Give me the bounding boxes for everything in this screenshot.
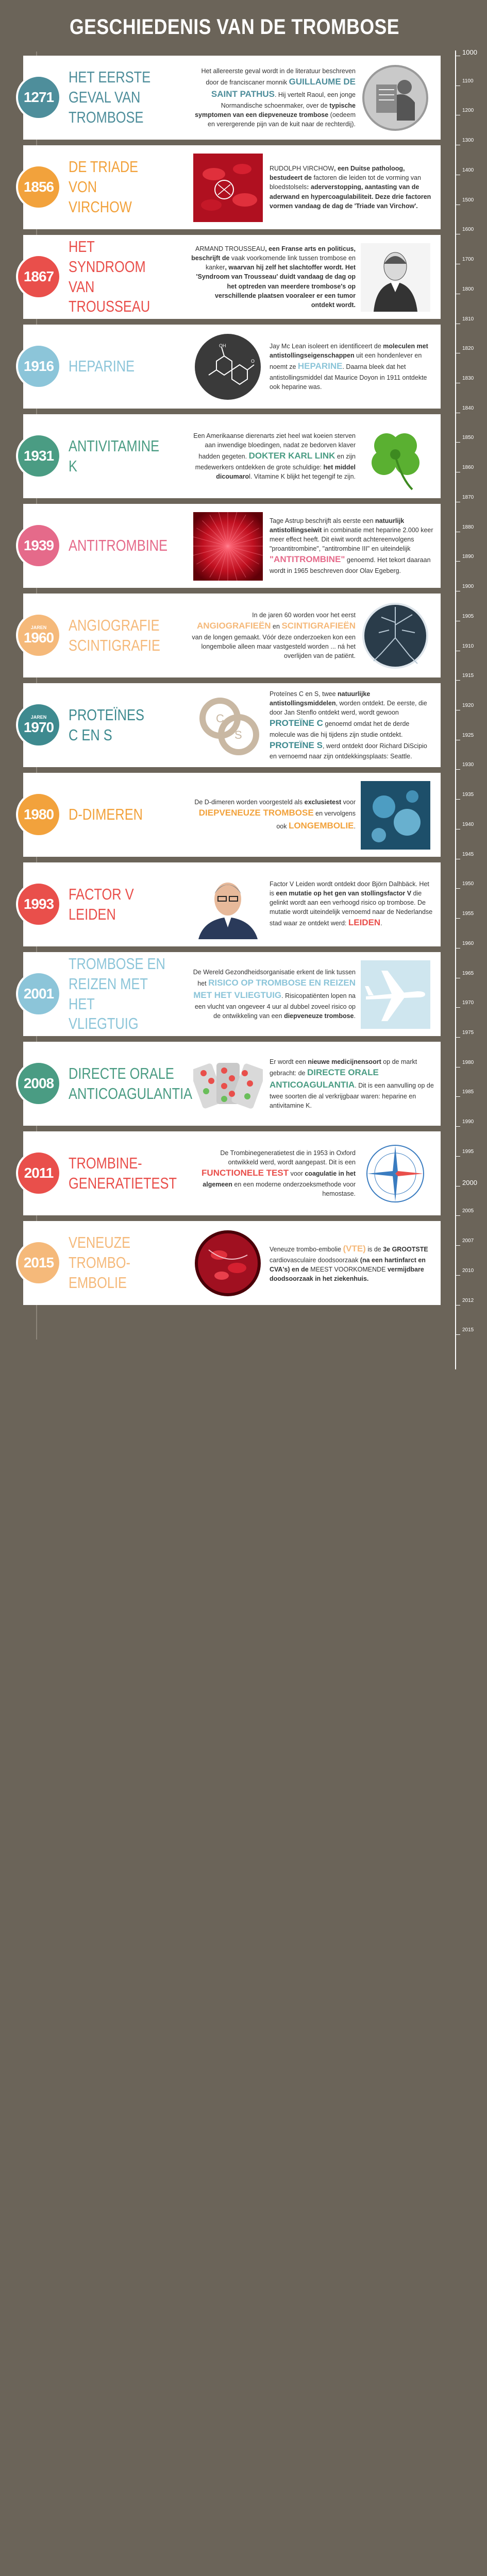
year-badge — [16, 613, 61, 658]
year-badge-value: 1970 — [23, 719, 54, 735]
description-text: is de — [365, 1245, 383, 1253]
entry-title — [69, 952, 187, 1036]
entry-description — [270, 1042, 434, 1126]
timeline-entry-1980 — [23, 773, 441, 857]
entry-title — [69, 504, 187, 588]
description-text: RUDOLPH VIRCHOW — [270, 165, 334, 173]
entry-title — [69, 56, 187, 140]
entry-title-text: FACTOR V LEIDEN — [69, 885, 134, 923]
timeline-tick — [456, 799, 460, 800]
description-text: . Dit is een aanvulling op de twee soorten die al verkrijgbaar waren: heparine en antivitamine K. — [270, 1082, 434, 1110]
timeline-tick-label: 2010 — [462, 1267, 474, 1274]
timeline-tick — [456, 1007, 460, 1008]
description-text: en zijn medewerkers ontdekken de grote schuldige: — [195, 453, 356, 471]
description-highlight: GUILLAUME DE SAINT PATHUS — [211, 76, 356, 99]
monk-manuscript-image — [361, 64, 430, 132]
timeline-tick-label: 1700 — [462, 257, 474, 263]
entry-title-text: DIRECTE ORALE ANTICOAGULANTIA — [69, 1064, 193, 1103]
entry-title — [69, 862, 187, 946]
timeline-tick-label: 1800 — [462, 286, 474, 292]
svg-text:O: O — [251, 359, 255, 364]
description-highlight: : aderverstopping, aantasting van de aderwand en hypercoagulabiliteit. Deze drie factoren vormen vandaag de dag de 'Triade van Virchow'. — [270, 183, 431, 210]
timeline-tick — [456, 1096, 460, 1097]
timeline-tick-label: 1870 — [462, 494, 474, 500]
timeline-entry-1939 — [23, 504, 441, 588]
description-highlight: natuurlijk antistollingseiwit — [270, 517, 405, 534]
description-text: Factor V Leiden wordt ontdekt door Björn Dalhbäck. Het is — [270, 880, 429, 897]
entry-title-text: PROTEÏNES C EN S — [69, 705, 144, 744]
timeline-entry-1867 — [23, 235, 441, 319]
timeline-tick-label: 1930 — [462, 762, 474, 768]
description-highlight: , een Franse arts en politicus, beschrijft de — [191, 245, 356, 262]
description-highlight: nieuwe medicijnensoort — [308, 1058, 381, 1065]
entry-title — [69, 235, 187, 319]
timeline-tick-label: 1900 — [462, 584, 474, 590]
description-highlight: ANGIOGRAFIEËN — [197, 621, 271, 631]
description-text: op de markt gebracht: de — [270, 1058, 417, 1077]
entry-description — [191, 414, 356, 498]
description-text: van de longen gemaakt. Vóór deze onderzoeken kon een longembolie alleen maar vastgesteld worden ... ná het overlijden van de patiënt. — [192, 633, 356, 659]
year-badge-value: 1867 — [23, 268, 54, 284]
entry-title-text: HEPARINE — [69, 357, 135, 376]
year-badge-value: 1980 — [23, 806, 54, 822]
timeline-tick-label: 1970 — [462, 1000, 474, 1006]
entry-description — [270, 325, 434, 409]
entry-description-text — [191, 1148, 356, 1198]
year-badge — [16, 1150, 61, 1196]
description-text: en — [271, 623, 282, 631]
footer — [0, 1360, 487, 1426]
c-s-letters-icon — [193, 691, 263, 760]
year-badge — [16, 523, 61, 568]
timeline-tick-label: 1300 — [462, 138, 474, 144]
timeline-tick-label: 1600 — [462, 227, 474, 233]
timeline-tick-label: 1890 — [462, 554, 474, 560]
timeline-entry-2001 — [23, 952, 441, 1036]
description-highlight: diepveneuze trombose — [284, 1012, 354, 1020]
timeline-tick — [456, 1215, 460, 1216]
timeline-tick — [456, 1305, 460, 1306]
year-badge-value: 1939 — [23, 537, 54, 553]
year-badge-value: 1993 — [23, 896, 54, 912]
timeline-tick-label: 1100 — [462, 78, 474, 84]
timeline-entry-2011 — [23, 1131, 441, 1215]
description-highlight: moleculen met antistollingseigenschappen — [270, 342, 428, 360]
timeline-tick-label: 2000 — [462, 1178, 477, 1187]
year-badge — [16, 702, 61, 748]
svg-text:OH: OH — [219, 343, 226, 348]
cells-image — [361, 781, 430, 850]
timeline-tick-label: 1980 — [462, 1059, 474, 1065]
entry-title-text: ANTIVITAMINE K — [69, 436, 160, 475]
entry-description-text — [270, 342, 434, 392]
timeline-entry-1916 — [23, 325, 441, 409]
description-text: ARMAND TROUSSEAU — [195, 245, 265, 253]
entry-title-text: D-DIMEREN — [69, 805, 143, 824]
timeline-tick — [456, 1126, 460, 1127]
description-highlight: , een Duitse patholoog, bestudeert de — [270, 165, 405, 182]
entry-title-text: TROMBINE- GENERATIETEST — [69, 1154, 177, 1192]
description-text: . — [354, 1012, 356, 1020]
description-text: De Wereld Gezondheidsorganisatie erkent de link tussen het — [193, 968, 356, 987]
entry-description — [191, 56, 356, 140]
timeline-tick-label: 1985 — [462, 1089, 474, 1095]
timeline-tick-label: 1935 — [462, 792, 474, 798]
description-text: . Risicopatiënten lopen na een vlucht van ongeveer 4 uur al dubbel zoveel risico op de ontwikkeling van een — [194, 992, 356, 1020]
description-highlight: FUNCTIONELE TEST — [201, 1168, 289, 1178]
description-highlight: (na een hartinfarct en CVA's) en de — [270, 1256, 426, 1273]
description-highlight: DIRECTE ORALE ANTICOAGULANTIA — [270, 1067, 379, 1090]
entry-description-text — [270, 1057, 434, 1111]
description-highlight: PROTEÏNE S — [270, 740, 323, 750]
description-highlight: LEIDEN — [348, 918, 381, 928]
year-badge — [16, 971, 61, 1016]
entry-title-text: HET SYNDROOM VAN TROUSSEAU — [69, 238, 150, 316]
year-badge-value: 1856 — [23, 179, 54, 195]
description-highlight: PROTEÏNE C — [270, 718, 323, 728]
timeline-tick-label: 1915 — [462, 673, 474, 679]
entry-description — [270, 683, 434, 767]
year-badge-value: 1960 — [23, 630, 54, 646]
timeline-tick-label: 1905 — [462, 613, 474, 619]
entry-description-text — [191, 611, 356, 660]
compass-icon — [361, 1140, 430, 1208]
timeline-tick-label: 1955 — [462, 911, 474, 917]
entry-description-text — [270, 689, 434, 761]
description-text: en een moderne onderzoeksmethode voor hemostase. — [232, 1180, 356, 1197]
svg-text:C: C — [216, 712, 224, 725]
entry-description — [191, 235, 356, 319]
description-highlight: HEPARINE — [297, 361, 343, 371]
entry-description-text — [191, 798, 356, 832]
timeline-tick-label: 1830 — [462, 376, 474, 381]
timeline-tick-label: 1500 — [462, 197, 474, 203]
description-highlight: DIEPVENEUZE TROMBOSE — [198, 807, 314, 818]
description-text: l. Vitamine K blijkt het tegengif te zijn. — [249, 472, 356, 480]
airplane-icon — [361, 960, 430, 1029]
entry-description-text — [270, 164, 434, 211]
year-badge-value: 2011 — [24, 1165, 54, 1181]
entry-title-text: TROMBOSE EN REIZEN MET HET VLIEGTUIG — [69, 955, 165, 1033]
timeline-entry-1856 — [23, 145, 441, 229]
description-text: cardiovasculaire doodsoorzaak — [270, 1256, 359, 1264]
timeline-tick — [456, 769, 460, 770]
entry-title-text: HET EERSTE GEVAL VAN TROMBOSE — [69, 68, 151, 126]
timeline-tick-label: 1810 — [462, 316, 474, 322]
timeline-tick — [456, 1186, 460, 1187]
year-badge — [16, 254, 61, 299]
description-highlight: exclusietest — [304, 798, 342, 806]
timeline-tick — [456, 1275, 460, 1276]
timeline-tick-label: 1910 — [462, 643, 474, 649]
entry-description-text — [191, 431, 356, 481]
description-text: (oedeem en verergerende pijn van de kuit naar de rechterdij). — [208, 111, 356, 128]
description-text: voor — [341, 798, 356, 806]
year-badge — [16, 344, 61, 389]
year-badge-value: 1931 — [23, 448, 54, 464]
timeline-tick — [456, 1037, 460, 1038]
description-text: voor — [289, 1170, 305, 1178]
year-badge-value: 2015 — [23, 1255, 54, 1270]
description-text: . — [354, 822, 356, 830]
description-highlight: RISICO OP TROMBOSE EN REIZEN MET HET VLIEGTUIG — [193, 977, 356, 1001]
timeline-tick-label: 1950 — [462, 881, 474, 887]
description-highlight: 3e GROOTSTE — [383, 1245, 428, 1253]
description-text: vaak voorkomende link tussen trombose en kanker — [205, 255, 356, 272]
timeline-tick-label: 2012 — [462, 1297, 474, 1303]
entry-title-text: ANTITROMBINE — [69, 536, 168, 555]
description-highlight: coagulatie in het algemeen — [203, 1170, 356, 1188]
description-text: MEEST VOORKOMENDE — [310, 1265, 386, 1273]
entry-description — [191, 952, 356, 1036]
year-badge — [16, 882, 61, 927]
year-badge — [16, 792, 61, 837]
entry-description — [270, 862, 434, 946]
timeline-tick-label: 1990 — [462, 1119, 474, 1125]
timeline-tick-label: 1000 — [462, 48, 477, 56]
description-highlight: typische symptomen van een diepveneuze trombose — [195, 102, 356, 119]
timeline-tick-label: 2005 — [462, 1208, 474, 1214]
entry-title — [69, 414, 187, 498]
year-badge-value: 1916 — [23, 358, 54, 374]
blood-clot-image — [193, 1229, 263, 1298]
year-badge-prefix: JAREN — [30, 625, 47, 630]
description-text: De Trombinegeneratietest die in 1953 in Oxford ontwikkeld werd, wordt aangepast. Dit is een — [220, 1149, 356, 1166]
description-text: De D-dimeren worden voorgesteld als — [194, 798, 305, 806]
entry-description-text — [270, 1243, 434, 1283]
timeline-tick-label: 1860 — [462, 465, 474, 471]
description-text: factoren die leiden tot de vorming van bloedstolsels — [270, 174, 421, 191]
entry-title — [69, 1221, 187, 1305]
timeline-tick-label: 1960 — [462, 940, 474, 946]
timeline-tick-label: 1920 — [462, 703, 474, 708]
timeline-entry-1993 — [23, 862, 441, 946]
molecule-image — [193, 333, 263, 401]
description-text: Een Amerikaanse dierenarts ziet heel wat koeien sterven aan inwendige bloedingen, nadat ze bedorven klaver hadden gegeten. — [193, 432, 356, 461]
entry-title-text: ANGIOGRAFIE SCINTIGRAFIE — [69, 616, 160, 654]
description-text: en vervolgens ook — [276, 809, 356, 830]
timeline-tick-label: 1975 — [462, 1030, 474, 1036]
entry-title — [69, 683, 187, 767]
timeline-tick-label: 2015 — [462, 1327, 474, 1333]
year-badge — [16, 433, 61, 479]
description-highlight: natuurlijke antistollingsmiddelen — [270, 690, 371, 707]
entry-title — [69, 773, 187, 857]
year-badge-value: 1271 — [23, 89, 54, 105]
pills-image — [193, 1050, 263, 1118]
trousseau-portrait-image — [361, 243, 430, 312]
timeline-entry-2008 — [23, 1042, 441, 1126]
entry-title — [69, 1042, 193, 1126]
description-text: . — [380, 920, 382, 927]
timeline-entry-2015 — [23, 1221, 441, 1305]
description-highlight: , waarvan hij zelf het slachtoffer wordt. Het 'Syndroom van Trousseau' duidt vandaag de dag op het optreden van meerdere trombose's op verschillende plaatsen vooraleer er een tumor ontdekt wordt. — [196, 264, 356, 309]
entry-description — [270, 1221, 434, 1305]
year-badge-value: 2001 — [23, 986, 54, 1002]
entry-description-text — [191, 66, 356, 129]
blood-cells-image — [193, 154, 263, 222]
entry-title — [69, 145, 187, 229]
description-text: Jay Mc Lean isoleert en identificeert de — [270, 342, 383, 350]
year-badge — [16, 1061, 61, 1106]
lung-scan-image — [361, 602, 430, 670]
description-highlight: SCINTIGRAFIEËN — [281, 621, 356, 631]
description-text: Er wordt een — [270, 1058, 308, 1065]
timeline-tick — [456, 888, 460, 889]
timeline-entry-1271 — [23, 56, 441, 140]
year-badge-prefix: JAREN — [30, 715, 47, 720]
description-text: , worden ontdekt. De eerste, die door Jan Stenflo ontdekt werd, wordt gewoon — [270, 699, 427, 716]
description-text: uit een hondenlever en noemt ze — [270, 352, 422, 371]
timeline-tick-label: 1945 — [462, 851, 474, 857]
entry-description — [270, 145, 434, 229]
entry-description — [270, 504, 434, 588]
description-text: Veneuze trombo-embolie — [270, 1245, 343, 1253]
timeline-tick — [456, 1156, 460, 1157]
entry-title — [69, 325, 187, 409]
year-badge — [16, 1240, 61, 1285]
doctor-portrait-image — [193, 871, 263, 939]
entry-description — [191, 1131, 356, 1215]
year-badge-value: 2008 — [23, 1075, 54, 1091]
description-highlight: LONGEMBOLIE — [288, 820, 354, 831]
timeline-tick-label: 1840 — [462, 405, 474, 411]
page-title: GESCHIEDENIS VAN DE TROMBOSE — [69, 14, 400, 39]
entry-description — [191, 594, 356, 677]
description-highlight: "ANTITROMBINE" — [270, 554, 345, 565]
timeline-tick — [456, 1334, 460, 1335]
timeline-ticks — [456, 50, 487, 1369]
description-highlight: vermijdbare doodsoorzaak in het ziekenhuis. — [270, 1265, 424, 1282]
description-highlight: een mutatie op het gen van stollingsfactor V — [276, 890, 412, 897]
timeline-entry-1970 — [23, 683, 441, 767]
entry-title-text: DE TRIADE VON VIRCHOW — [69, 158, 139, 216]
timeline-tick-label: 2007 — [462, 1238, 474, 1244]
timeline-tick-label: 1925 — [462, 732, 474, 738]
timeline-tick-label: 1200 — [462, 108, 474, 114]
entry-description-text — [270, 516, 434, 575]
description-text: Het allereerste geval wordt in de literatuur beschreven door de franciscaner monnik — [201, 67, 356, 86]
description-text: In de jaren 60 worden voor het eerst — [252, 611, 356, 619]
timeline-tick-label: 1940 — [462, 821, 474, 827]
description-highlight: DOKTER KARL LINK — [248, 451, 335, 461]
description-text: Tage Astrup beschrijft als eerste een — [270, 517, 375, 524]
description-highlight: (VTE) — [343, 1243, 366, 1253]
timeline-tick — [456, 561, 460, 562]
description-text: , werd ontdekt door Richard DiScipio en vernoemd naar zijn ontdekkingsplaats: Seattle. — [270, 742, 427, 760]
entry-title — [69, 594, 187, 677]
description-text: Proteïnes C en S, twee — [270, 690, 338, 698]
description-text: . Hij vertelt Raoul, een jonge Normandische schoenmaker, over de — [221, 91, 356, 110]
clover-image — [361, 422, 430, 491]
timeline-entry-1960 — [23, 594, 441, 677]
timeline-tick — [456, 1245, 460, 1246]
timeline-tick — [456, 442, 460, 443]
description-text: in combinatie met heparine 2.000 keer meer effect heeft. Dit eiwit wordt achtereenvolgens "proantitrombine", "antitrombine III" en uiteindelijk — [270, 526, 433, 553]
timeline-tick — [456, 918, 460, 919]
year-badge — [16, 164, 61, 210]
description-text: . Daarna bleek dat het antistollingsmiddel dat Maurice Doyon in 1911 ontdekte ook heparine was. — [270, 363, 427, 391]
description-highlight: het middel dicoumaro — [216, 463, 356, 480]
description-text: genoemd omdat het de derde molecule was die hij tijdens zijn studie ontdekt. — [270, 720, 410, 738]
timeline-tick — [456, 680, 460, 681]
timeline-tick-label: 1400 — [462, 167, 474, 173]
timeline-tick-label: 1995 — [462, 1148, 474, 1155]
timeline-tick-label: 1820 — [462, 346, 474, 352]
year-badge — [16, 75, 61, 120]
red-burst-image — [193, 512, 263, 581]
entry-title — [69, 1131, 187, 1215]
description-text: genoemd. Het tekort daaraan wordt in 1965 beschreven door Olav Egeberg. — [270, 556, 431, 574]
entry-description-text — [191, 244, 356, 310]
entry-description-text — [270, 879, 434, 929]
entry-description-text — [191, 968, 356, 1021]
entry-title-text: VENEUZE TROMBO-EMBOLIE — [69, 1233, 131, 1292]
description-text: die gelinkt wordt aan een verhoogd risico op trombose. De mutatie wordt uiteindelijk vernoemd naar de Nederlandse stad waar ze ontdekt werd: — [270, 890, 433, 927]
svg-text:S: S — [234, 728, 242, 741]
timeline-tick-label: 1965 — [462, 970, 474, 976]
timeline-tick-label: 1850 — [462, 435, 474, 441]
timeline-entry-1931 — [23, 414, 441, 498]
entry-description — [191, 773, 356, 857]
timeline-tick-label: 1880 — [462, 524, 474, 530]
